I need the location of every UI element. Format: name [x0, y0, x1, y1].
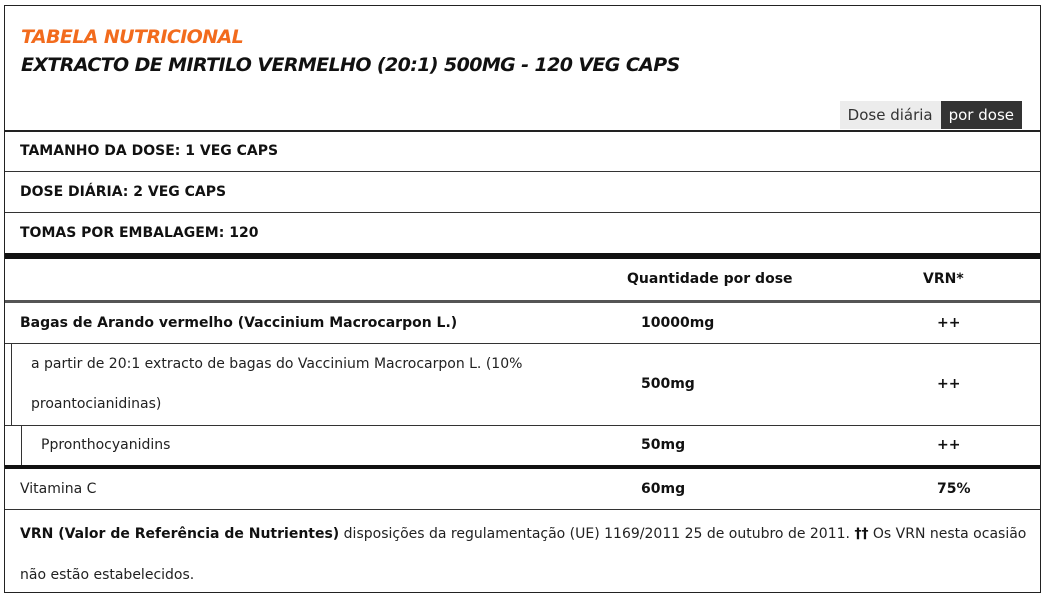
footnote-bold: VRN (Valor de Referência de Nutrientes) [20, 526, 340, 542]
nutrient-vrn: ++ [937, 315, 961, 331]
nutrient-vrn: 75% [937, 481, 971, 497]
column-header-amount: Quantidade por dose [627, 271, 793, 287]
indent-marker [21, 426, 22, 466]
divider-thick [5, 253, 1040, 259]
nutrient-name: a partir de 20:1 extracto de bagas do Vaccinium Macrocarpon L. (10% [31, 356, 523, 372]
column-header-vrn: VRN* [923, 271, 964, 287]
nutrient-amount: 50mg [641, 437, 686, 453]
table-header [5, 6, 1040, 130]
daily-dose: DOSE DIÁRIA: 2 VEG CAPS [20, 184, 227, 200]
nutrient-name-continued: proantocianidinas) [31, 396, 162, 412]
nutrient-vrn: ++ [937, 437, 961, 453]
nutrition-table [4, 5, 1041, 593]
dose-toggle [840, 101, 1022, 129]
footnote-dagger: †† [854, 526, 869, 542]
nutrient-amount: 60mg [641, 481, 686, 497]
footnote-text-2: Os VRN nesta ocasião não estão estabelecidos. [20, 526, 1027, 583]
footnote-text: disposições da regulamentação (UE) 1169/2011 25 de outubro de 2011. [339, 526, 855, 542]
divider [5, 343, 1040, 344]
servings-per-pack: TOMAS POR EMBALAGEM: 120 [20, 225, 259, 241]
nutrient-name: Ppronthocyanidins [41, 437, 171, 453]
divider [5, 130, 1040, 132]
divider [5, 425, 1040, 426]
divider [5, 212, 1040, 213]
nutrient-vrn: ++ [937, 376, 961, 392]
footnote [20, 514, 1030, 596]
nutrient-amount: 500mg [641, 376, 695, 392]
divider [5, 509, 1040, 510]
divider [5, 300, 1040, 303]
indent-marker [11, 344, 12, 425]
table-label: TABELA NUTRICIONAL [21, 26, 244, 48]
nutrient-name: Bagas de Arando vermelho (Vaccinium Macrocarpon L.) [20, 315, 458, 331]
dose-size: TAMANHO DA DOSE: 1 VEG CAPS [20, 143, 279, 159]
nutrient-amount: 10000mg [641, 315, 715, 331]
daily-dose-toggle-button[interactable]: Dose diária [840, 101, 941, 129]
divider-thick [5, 465, 1040, 469]
nutrient-name: Vitamina C [20, 481, 97, 497]
product-title: EXTRACTO DE MIRTILO VERMELHO (20:1) 500MG - 120 VEG CAPS [21, 54, 680, 76]
per-dose-toggle-button[interactable]: por dose [941, 101, 1022, 129]
divider [5, 171, 1040, 172]
